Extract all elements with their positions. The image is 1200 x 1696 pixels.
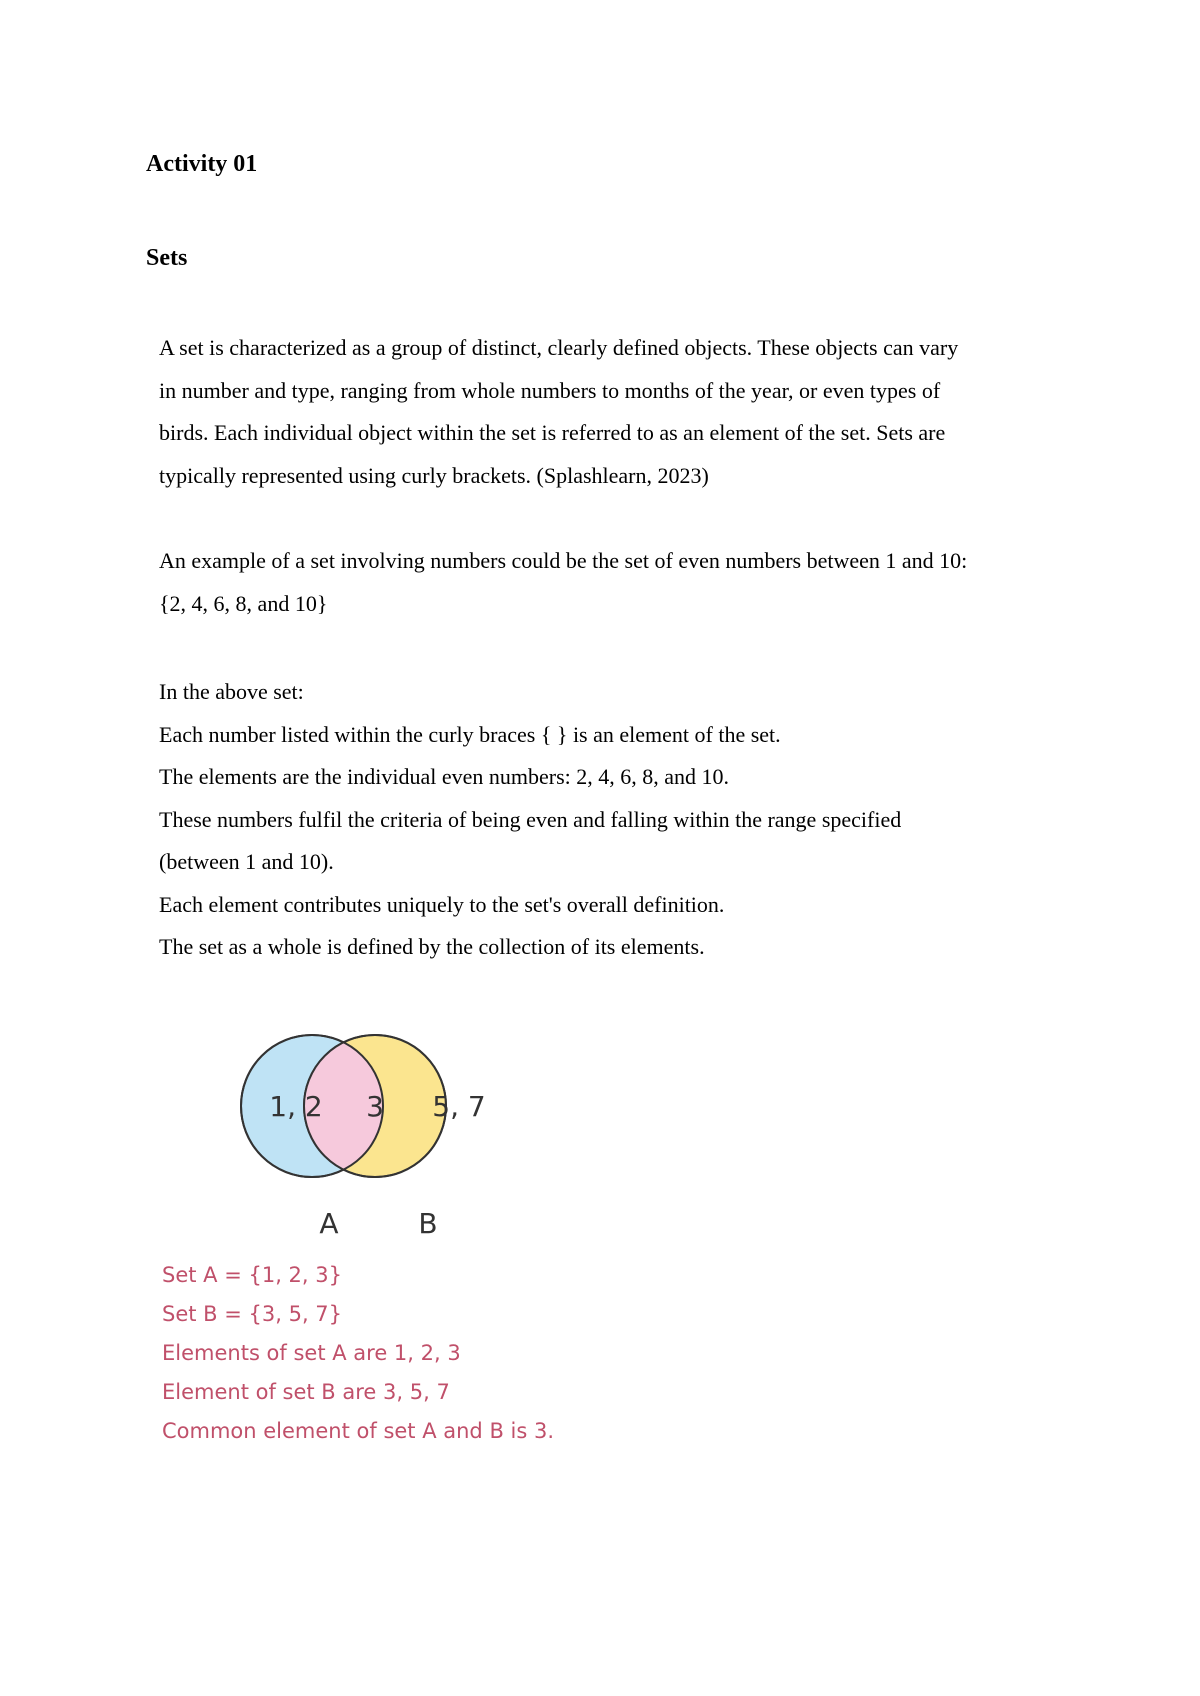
paragraph-line: birds. Each individual object within the set is referred to as an element of the set. Sets are <box>159 420 946 445</box>
note-line: Element of set B are 3, 5, 7 <box>162 1380 450 1404</box>
intersection-elements: 3 <box>366 1090 384 1123</box>
note-line: Set A = {1, 2, 3} <box>162 1263 342 1287</box>
paragraph-line: In the above set: <box>159 679 304 704</box>
set-a-label: A <box>319 1207 339 1240</box>
activity-title: Activity 01 <box>146 151 258 177</box>
set-definition-paragraph <box>159 327 1069 497</box>
paragraph-line: These numbers fulfil the criteria of being even and falling within the range specified <box>159 806 902 832</box>
set-explanation-paragraph <box>159 671 1069 969</box>
paragraph-line: (between 1 and 10). <box>159 849 334 874</box>
venn-diagram <box>236 1022 516 1242</box>
note-line: Set B = {3, 5, 7} <box>162 1302 343 1326</box>
paragraph-line: The set as a whole is defined by the collection of its elements. <box>159 934 705 959</box>
paragraph-line: The elements are the individual even numbers: 2, 4, 6, 8, and 10. <box>159 764 730 789</box>
section-heading: Sets <box>146 245 188 271</box>
set-a-elements: 1, 2 <box>269 1090 323 1123</box>
paragraph-line: Each element contributes uniquely to the set's overall definition. <box>159 891 725 917</box>
paragraph-line: A set is characterized as a group of distinct, clearly defined objects. These objects can vary <box>159 335 959 360</box>
set-b-label: B <box>418 1207 438 1240</box>
paragraph-line: {2, 4, 6, 8, and 10} <box>159 590 328 616</box>
paragraph-line: An example of a set involving numbers could be the set of even numbers between 1 and 10: <box>159 548 968 573</box>
set-b-elements: 5, 7 <box>432 1090 486 1123</box>
set-example-paragraph <box>159 540 1069 625</box>
note-line: Common element of set A and B is 3. <box>162 1419 555 1443</box>
note-line: Elements of set A are 1, 2, 3 <box>162 1341 461 1365</box>
paragraph-line: in number and type, ranging from whole numbers to months of the year, or even types of <box>159 377 941 403</box>
paragraph-line: Each number listed within the curly braces { } is an element of the set. <box>159 721 781 747</box>
paragraph-line: typically represented using curly brackets. (Splashlearn, 2023) <box>159 462 709 488</box>
venn-notes <box>162 1256 554 1451</box>
